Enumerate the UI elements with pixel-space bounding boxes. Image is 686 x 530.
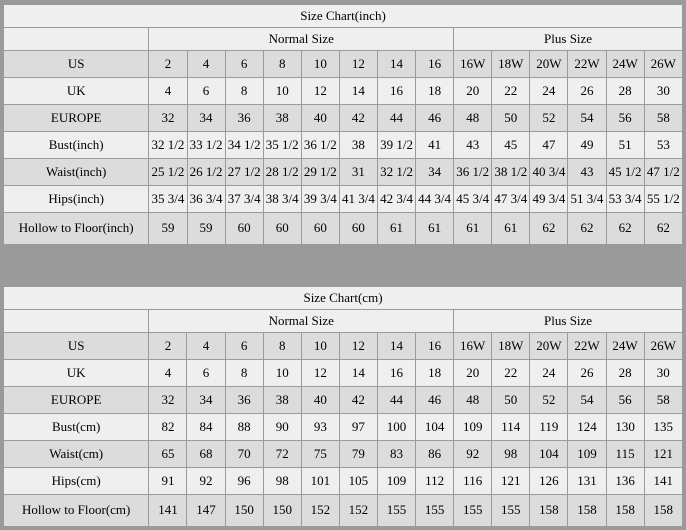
cell: 28	[606, 78, 644, 105]
table-row	[4, 468, 683, 495]
cell: 24	[530, 78, 568, 105]
cell: 49 3/4	[530, 186, 568, 213]
cell: 30	[644, 78, 682, 105]
size-chart-cm	[3, 286, 683, 527]
cell: 53 3/4	[606, 186, 644, 213]
table-row	[4, 186, 683, 213]
cell: 79	[339, 441, 377, 468]
cell: 16	[416, 333, 454, 360]
cell: 92	[454, 441, 492, 468]
cell: 38	[339, 132, 377, 159]
cell: 26	[568, 78, 606, 105]
cell: 98	[263, 468, 301, 495]
cell: 26W	[644, 51, 682, 78]
row-label-us: US	[4, 333, 149, 360]
cell: 18	[416, 360, 454, 387]
cell: 2	[149, 51, 187, 78]
table-row	[4, 333, 683, 360]
cell: 12	[301, 360, 339, 387]
cell: 55 1/2	[644, 186, 682, 213]
cell: 6	[187, 360, 225, 387]
cell: 33 1/2	[187, 132, 225, 159]
cell: 41	[416, 132, 454, 159]
chart-group-row	[4, 28, 683, 51]
cell: 60	[339, 213, 377, 245]
cell: 39 1/2	[377, 132, 415, 159]
row-label-waist: Waist(cm)	[4, 441, 149, 468]
cell: 4	[187, 51, 225, 78]
corner-cell	[4, 28, 149, 51]
cell: 65	[149, 441, 187, 468]
cell: 104	[530, 441, 568, 468]
cell: 24W	[606, 333, 644, 360]
cell: 4	[149, 78, 187, 105]
table-row	[4, 78, 683, 105]
row-label-hips: Hips(cm)	[4, 468, 149, 495]
cell: 40	[301, 105, 339, 132]
cell: 47	[530, 132, 568, 159]
cell: 12	[301, 78, 339, 105]
cell: 8	[263, 51, 301, 78]
cell: 4	[187, 333, 225, 360]
cell: 26 1/2	[187, 159, 225, 186]
cell: 24W	[606, 51, 644, 78]
cell: 58	[644, 387, 682, 414]
cell: 141	[149, 495, 187, 527]
table-row	[4, 213, 683, 245]
table-row	[4, 51, 683, 78]
cell: 18W	[492, 51, 530, 78]
cell: 36	[225, 387, 263, 414]
chart-title-row	[4, 287, 683, 310]
cell: 39 3/4	[301, 186, 339, 213]
row-label-uk: UK	[4, 360, 149, 387]
cell: 45 3/4	[454, 186, 492, 213]
cell: 109	[377, 468, 415, 495]
cell: 37 3/4	[225, 186, 263, 213]
chart-title-row	[4, 5, 683, 28]
cell: 51	[606, 132, 644, 159]
cell: 98	[492, 441, 530, 468]
cell: 45	[492, 132, 530, 159]
cell: 54	[568, 387, 606, 414]
chart-title: Size Chart(cm)	[4, 287, 683, 310]
cell: 20	[454, 78, 492, 105]
cell: 18W	[492, 333, 530, 360]
cell: 62	[530, 213, 568, 245]
cell: 36 3/4	[187, 186, 225, 213]
cell: 58	[644, 105, 682, 132]
cell: 4	[149, 360, 187, 387]
cell: 147	[187, 495, 225, 527]
cell: 84	[187, 414, 225, 441]
cell: 44	[377, 105, 415, 132]
table-row	[4, 495, 683, 527]
cell: 8	[225, 78, 263, 105]
cell: 61	[454, 213, 492, 245]
cell: 16	[377, 78, 415, 105]
cell: 12	[339, 333, 377, 360]
cell: 32	[149, 105, 187, 132]
cell: 35 1/2	[263, 132, 301, 159]
table-row	[4, 159, 683, 186]
cell: 22W	[568, 333, 606, 360]
cell: 50	[492, 387, 530, 414]
cell: 46	[416, 387, 454, 414]
cell: 68	[187, 441, 225, 468]
cell: 24	[530, 360, 568, 387]
chart-group-row	[4, 310, 683, 333]
cell: 116	[454, 468, 492, 495]
row-label-us: US	[4, 51, 149, 78]
cell: 56	[606, 105, 644, 132]
cell: 114	[492, 414, 530, 441]
cell: 48	[454, 105, 492, 132]
cell: 34 1/2	[225, 132, 263, 159]
cell: 38	[263, 387, 301, 414]
cell: 121	[644, 441, 682, 468]
cell: 2	[149, 333, 187, 360]
cell: 41 3/4	[339, 186, 377, 213]
cell: 135	[644, 414, 682, 441]
cell: 38 1/2	[492, 159, 530, 186]
cell: 30	[644, 360, 682, 387]
cell: 75	[301, 441, 339, 468]
cell: 61	[377, 213, 415, 245]
cell: 6	[225, 51, 263, 78]
size-chart-inch	[3, 4, 683, 245]
cell: 36	[225, 105, 263, 132]
cell: 38	[263, 105, 301, 132]
cell: 28 1/2	[263, 159, 301, 186]
table-row	[4, 414, 683, 441]
cell: 10	[301, 333, 339, 360]
cell: 46	[416, 105, 454, 132]
cell: 42 3/4	[377, 186, 415, 213]
cell: 155	[454, 495, 492, 527]
cell: 36 1/2	[301, 132, 339, 159]
cell: 42	[339, 387, 377, 414]
cell: 52	[530, 387, 568, 414]
cell: 91	[149, 468, 187, 495]
cell: 16W	[454, 51, 492, 78]
cell: 93	[301, 414, 339, 441]
cell: 36 1/2	[454, 159, 492, 186]
row-label-hips: Hips(inch)	[4, 186, 149, 213]
table-row	[4, 387, 683, 414]
cell: 90	[263, 414, 301, 441]
cell: 131	[568, 468, 606, 495]
cell: 59	[187, 213, 225, 245]
row-label-uk: UK	[4, 78, 149, 105]
cell: 27 1/2	[225, 159, 263, 186]
cell: 8	[225, 360, 263, 387]
cell: 155	[416, 495, 454, 527]
cell: 62	[568, 213, 606, 245]
cell: 101	[301, 468, 339, 495]
cell: 60	[301, 213, 339, 245]
cell: 16	[416, 51, 454, 78]
cell: 22	[492, 360, 530, 387]
cell: 38 3/4	[263, 186, 301, 213]
cell: 97	[339, 414, 377, 441]
cell: 155	[492, 495, 530, 527]
cell: 34	[187, 387, 225, 414]
cell: 119	[530, 414, 568, 441]
cell: 10	[263, 78, 301, 105]
cell: 32 1/2	[377, 159, 415, 186]
chart-title: Size Chart(inch)	[4, 5, 683, 28]
cell: 18	[416, 78, 454, 105]
cell: 14	[377, 51, 415, 78]
cell: 121	[492, 468, 530, 495]
table-row	[4, 105, 683, 132]
cell: 61	[492, 213, 530, 245]
cell: 92	[187, 468, 225, 495]
cell: 56	[606, 387, 644, 414]
cell: 16W	[454, 333, 492, 360]
table-row	[4, 360, 683, 387]
row-label-bust: Bust(inch)	[4, 132, 149, 159]
cell: 22	[492, 78, 530, 105]
cell: 86	[416, 441, 454, 468]
cell: 40	[301, 387, 339, 414]
cell: 112	[416, 468, 454, 495]
cell: 88	[225, 414, 263, 441]
cell: 10	[263, 360, 301, 387]
cell: 136	[606, 468, 644, 495]
cell: 54	[568, 105, 606, 132]
cell: 158	[530, 495, 568, 527]
cell: 82	[149, 414, 187, 441]
row-label-hollow-to-floor: Hollow to Floor(inch)	[4, 213, 149, 245]
group-plus-size: Plus Size	[454, 28, 683, 51]
cell: 60	[263, 213, 301, 245]
cell: 14	[339, 360, 377, 387]
cell: 44 3/4	[416, 186, 454, 213]
cell: 8	[263, 333, 301, 360]
cell: 124	[568, 414, 606, 441]
row-label-europe: EUROPE	[4, 105, 149, 132]
cell: 14	[377, 333, 415, 360]
cell: 12	[339, 51, 377, 78]
cell: 152	[301, 495, 339, 527]
cell: 40 3/4	[530, 159, 568, 186]
cell: 104	[416, 414, 454, 441]
cell: 42	[339, 105, 377, 132]
cell: 70	[225, 441, 263, 468]
cell: 72	[263, 441, 301, 468]
cell: 115	[606, 441, 644, 468]
cell: 158	[606, 495, 644, 527]
cell: 109	[568, 441, 606, 468]
cell: 51 3/4	[568, 186, 606, 213]
cell: 35 3/4	[149, 186, 187, 213]
cell: 105	[339, 468, 377, 495]
cell: 109	[454, 414, 492, 441]
cell: 155	[377, 495, 415, 527]
cell: 59	[149, 213, 187, 245]
cell: 158	[644, 495, 682, 527]
cell: 6	[225, 333, 263, 360]
cell: 34	[416, 159, 454, 186]
cell: 20W	[530, 51, 568, 78]
cell: 126	[530, 468, 568, 495]
cell: 150	[225, 495, 263, 527]
cell: 20	[454, 360, 492, 387]
row-label-bust: Bust(cm)	[4, 414, 149, 441]
cell: 26	[568, 360, 606, 387]
cell: 34	[187, 105, 225, 132]
cell: 150	[263, 495, 301, 527]
cell: 130	[606, 414, 644, 441]
row-label-europe: EUROPE	[4, 387, 149, 414]
row-label-waist: Waist(inch)	[4, 159, 149, 186]
cell: 14	[339, 78, 377, 105]
table-row	[4, 132, 683, 159]
group-normal-size: Normal Size	[149, 310, 454, 333]
cell: 47 1/2	[644, 159, 682, 186]
corner-cell	[4, 310, 149, 333]
table-row	[4, 441, 683, 468]
cell: 6	[187, 78, 225, 105]
cell: 96	[225, 468, 263, 495]
cell: 44	[377, 387, 415, 414]
cell: 26W	[644, 333, 682, 360]
cell: 45 1/2	[606, 159, 644, 186]
cell: 60	[225, 213, 263, 245]
cell: 48	[454, 387, 492, 414]
cell: 31	[339, 159, 377, 186]
cell: 62	[606, 213, 644, 245]
group-normal-size: Normal Size	[149, 28, 454, 51]
cell: 61	[416, 213, 454, 245]
cell: 53	[644, 132, 682, 159]
cell: 62	[644, 213, 682, 245]
cell: 22W	[568, 51, 606, 78]
group-plus-size: Plus Size	[454, 310, 683, 333]
cell: 43	[454, 132, 492, 159]
cell: 43	[568, 159, 606, 186]
cell: 16	[377, 360, 415, 387]
cell: 20W	[530, 333, 568, 360]
cell: 152	[339, 495, 377, 527]
cell: 141	[644, 468, 682, 495]
cell: 10	[301, 51, 339, 78]
cell: 29 1/2	[301, 159, 339, 186]
cell: 47 3/4	[492, 186, 530, 213]
cell: 50	[492, 105, 530, 132]
cell: 28	[606, 360, 644, 387]
cell: 32 1/2	[149, 132, 187, 159]
cell: 100	[377, 414, 415, 441]
cell: 49	[568, 132, 606, 159]
cell: 32	[149, 387, 187, 414]
cell: 52	[530, 105, 568, 132]
row-label-hollow-to-floor: Hollow to Floor(cm)	[4, 495, 149, 527]
cell: 25 1/2	[149, 159, 187, 186]
cell: 83	[377, 441, 415, 468]
cell: 158	[568, 495, 606, 527]
